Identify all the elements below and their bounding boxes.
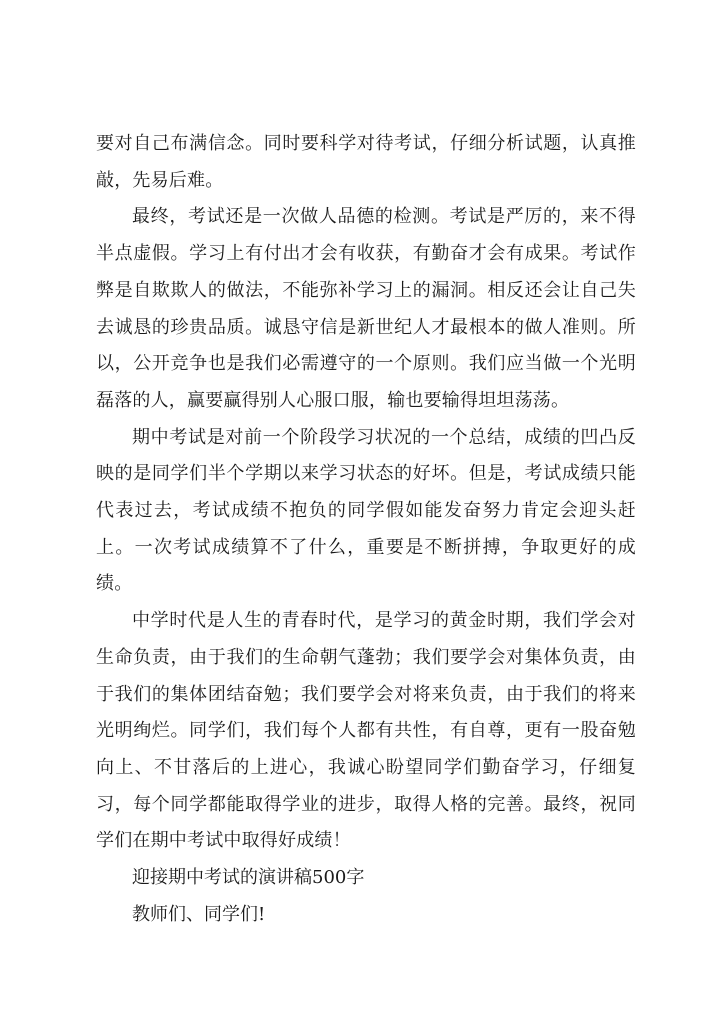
paragraph-continuation: 要对自己布满信念。同时要科学对待考试，仔细分析试题，认真推敲，先易后难。	[96, 133, 636, 191]
speech-salutation: 教师们、同学们!	[132, 903, 266, 925]
paragraph-youth-era: 中学时代是人生的青春时代，是学习的黄金时期，我们学会对生命负责，由于我们的生命朝气蓬勃；我们要学会对集体负责，由于我们的集体团结奋勉；我们要学会对将来负责，由于我们的将来光明绚烂。同学们，我们每个人都有共性，有自尊，更有一股奋勉向上、不甘落后的上进心，我诚心盼望同学们勤奋学习，仔细复习，每个同学都能取得学业的进步，取得人格的完善。最终，祝同学们在期中考试中取得好成绩！	[96, 610, 636, 852]
paragraph-midterm-summary: 期中考试是对前一个阶段学习状况的一个总结，成绩的凹凸反映的是同学们半个学期以来学习状态的好坏。但是，考试成绩只能代表过去，考试成绩不抱负的同学假如能发奋努力肯定会迎头赶上。一次考试成绩算不了什么，重要是不断拼搏，争取更好的成绩。	[96, 426, 636, 595]
speech-title: 迎接期中考试的演讲稿500字	[132, 867, 365, 889]
document-body	[96, 126, 636, 933]
paragraph-exam-integrity: 最终，考试还是一次做人品德的检测。考试是严厉的，来不得半点虚假。学习上有付出才会有收获，有勤奋才会有成果。考试作弊是自欺欺人的做法，不能弥补学习上的漏洞。相反还会让自己失去诚恳的珍贵品质。诚恳守信是新世纪人才最根本的做人准则。所以，公开竞争也是我们必需遵守的一个原则。我们应当做一个光明磊落的人，赢要赢得别人心服口服，输也要输得坦坦荡荡。	[96, 206, 636, 411]
